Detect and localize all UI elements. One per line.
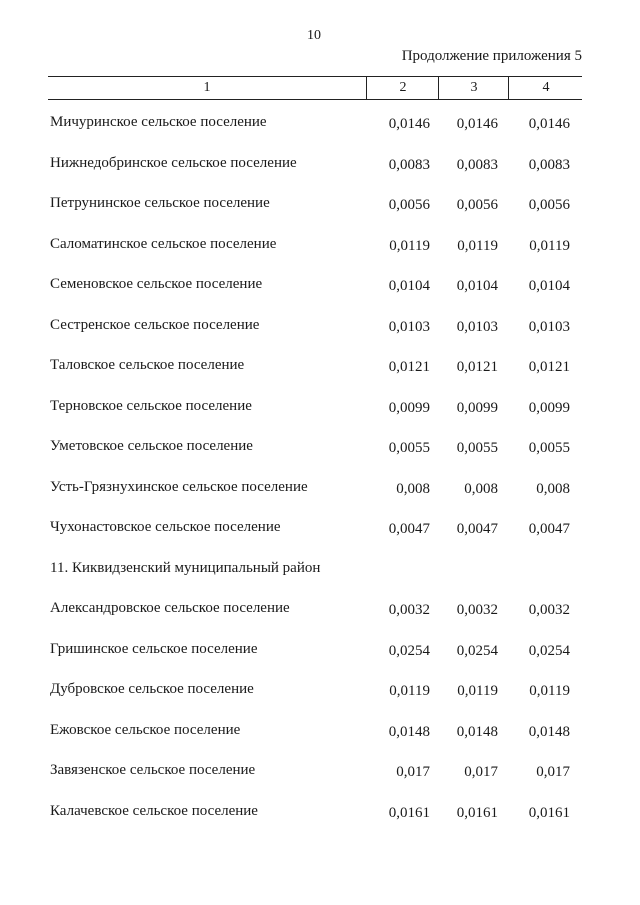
row-name: Семеновское сельское поселение [50, 276, 263, 292]
row-value-col4: 0,0119 [529, 683, 570, 699]
table-row [0, 104, 640, 145]
row-value-col3: 0,0055 [456, 440, 498, 456]
page-number: 10 [307, 28, 321, 43]
row-value-col3: 0,0148 [456, 723, 498, 740]
continuation-label: Продолжение приложения 5 [401, 48, 582, 64]
table-row [0, 307, 640, 348]
table-row [0, 185, 640, 226]
row-value-col2: 0,0055 [388, 440, 430, 456]
row-value-col2: 0,008 [396, 480, 430, 497]
row-value-col3: 0,0119 [457, 683, 498, 699]
row-value-col4: 0,0056 [528, 197, 570, 213]
row-value-col3: 0,0032 [456, 602, 498, 618]
table-row [0, 266, 640, 307]
row-name: Мичуринское сельское поселение [50, 114, 267, 130]
row-value-col4: 0,0047 [528, 521, 570, 537]
row-name: Терновское сельское поселение [50, 397, 252, 414]
row-value-col2: 0,017 [396, 764, 430, 780]
table-row [0, 793, 640, 834]
header-col-1: 1 [203, 80, 211, 95]
row-value-col2: 0,0161 [388, 804, 430, 821]
row-value-col2: 0,0056 [388, 197, 430, 213]
row-value-col3: 0,017 [464, 764, 498, 780]
row-name: Дубровское сельское поселение [50, 681, 254, 697]
row-value-col2: 0,0083 [388, 156, 430, 173]
row-name: 11. Киквидзенский муниципальный район [50, 559, 321, 576]
row-value-col2: 0,0099 [388, 399, 430, 416]
row-name: Саломатинское сельское поселение [50, 235, 277, 252]
row-value-col3: 0,0146 [456, 116, 498, 132]
row-name: Калачевское сельское поселение [50, 802, 258, 819]
row-name: Гришинское сельское поселение [50, 640, 258, 657]
row-value-col3: 0,0083 [456, 156, 498, 173]
table-row [0, 509, 640, 550]
header-col-2: 2 [366, 77, 439, 99]
table-body [0, 104, 640, 833]
row-value-col2: 0,0254 [388, 642, 430, 659]
row-name: Таловское сельское поселение [50, 357, 245, 373]
row-value-col4: 0,008 [536, 480, 570, 497]
row-value-col4: 0,0103 [528, 318, 570, 335]
row-name: Усть-Грязнухинское сельское поселение [50, 478, 308, 495]
row-value-col4: 0,0119 [529, 237, 570, 254]
table-row [0, 712, 640, 753]
row-value-col2: 0,0148 [388, 723, 430, 740]
row-value-col4: 0,0032 [528, 602, 570, 618]
table-header [48, 76, 582, 100]
row-name: Сестренское сельское поселение [50, 316, 260, 333]
row-value-col2: 0,0146 [388, 116, 430, 132]
table-row [0, 550, 640, 591]
table-row [0, 388, 640, 429]
row-value-col3: 0,0056 [456, 197, 498, 213]
row-value-col2: 0,0104 [388, 278, 430, 294]
table-row [0, 428, 640, 469]
table-row [0, 226, 640, 267]
row-value-col3: 0,0254 [456, 642, 498, 659]
row-value-col4: 0,0083 [528, 156, 570, 173]
row-name: Александровское сельское поселение [50, 600, 290, 616]
row-value-col2: 0,0119 [389, 683, 430, 699]
row-value-col4: 0,0099 [528, 399, 570, 416]
row-value-col2: 0,0032 [388, 602, 430, 618]
row-value-col4: 0,0146 [528, 116, 570, 132]
row-name: Уметовское сельское поселение [50, 438, 253, 454]
row-value-col4: 0,0121 [528, 359, 570, 375]
row-value-col3: 0,0099 [456, 399, 498, 416]
row-name: Петрунинское сельское поселение [50, 195, 270, 211]
row-value-col4: 0,0254 [528, 642, 570, 659]
header-col-4: 4 [508, 77, 583, 99]
row-value-col3: 0,008 [464, 480, 498, 497]
header-col-3: 3 [438, 77, 509, 99]
row-value-col4: 0,0055 [528, 440, 570, 456]
table-row [0, 631, 640, 672]
row-value-col4: 0,0148 [528, 723, 570, 740]
table-row [0, 469, 640, 510]
row-name: Ежовское сельское поселение [50, 721, 241, 738]
row-name: Завязенское сельское поселение [50, 762, 256, 778]
row-value-col4: 0,0161 [528, 804, 570, 821]
table-row [0, 671, 640, 712]
row-value-col3: 0,0161 [456, 804, 498, 821]
row-value-col3: 0,0119 [457, 237, 498, 254]
row-value-col4: 0,0104 [528, 278, 570, 294]
row-value-col3: 0,0103 [456, 318, 498, 335]
row-value-col2: 0,0047 [388, 521, 430, 537]
row-value-col2: 0,0121 [388, 359, 430, 375]
row-name: Чухонастовское сельское поселение [50, 519, 281, 535]
row-name: Нижнедобринское сельское поселение [50, 154, 297, 171]
row-value-col4: 0,017 [536, 764, 570, 780]
table-row [0, 145, 640, 186]
row-value-col3: 0,0121 [456, 359, 498, 375]
row-value-col3: 0,0104 [456, 278, 498, 294]
table-row [0, 347, 640, 388]
row-value-col2: 0,0103 [388, 318, 430, 335]
row-value-col2: 0,0119 [389, 237, 430, 254]
row-value-col3: 0,0047 [456, 521, 498, 537]
table-row [0, 752, 640, 793]
table-row [0, 590, 640, 631]
